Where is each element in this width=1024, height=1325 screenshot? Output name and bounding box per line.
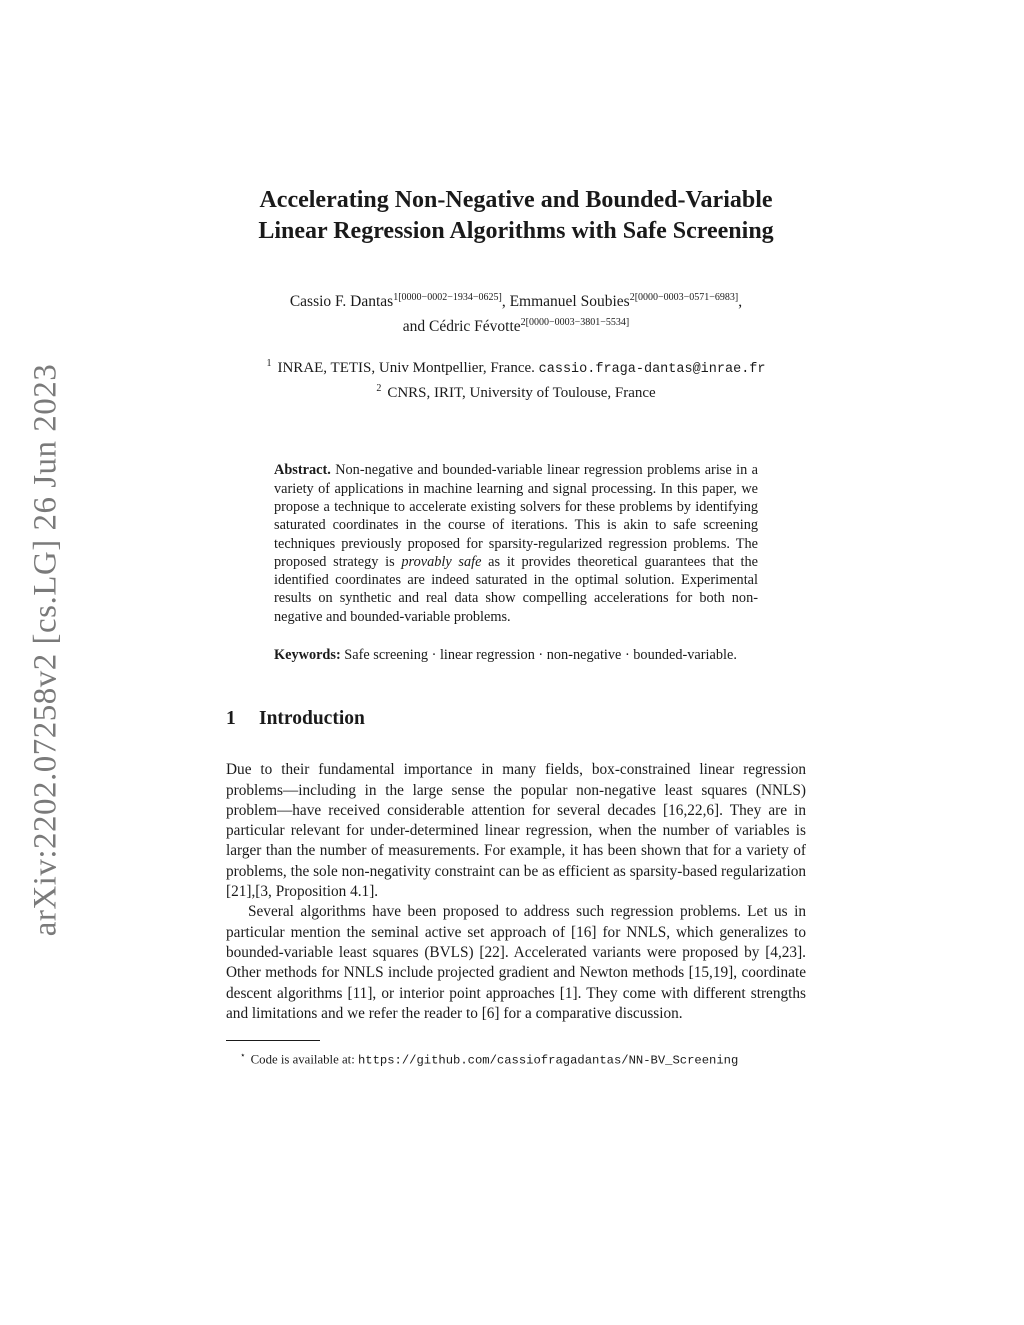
author-list xyxy=(226,287,806,337)
abstract-paragraph xyxy=(274,461,758,626)
keywords-label: Keywords: xyxy=(274,646,341,663)
affiliations xyxy=(226,354,806,403)
title-line-2: Linear Regression Algorithms with Safe Screening xyxy=(258,218,774,244)
affiliation-text: INRAE, TETIS, Univ Montpellier, France. xyxy=(277,360,539,377)
abstract-text: Non-negative and bounded-variable linear regression problems arise in a variety of applications in machine learning and signal processing. In this paper, we propose a technique to accelerate existing solvers for these problems by identifying saturated coordinates in the course of iterations. This is akin to safe screening techniques previously proposed for sparsity-regularized regression problems. The proposed strategy is xyxy=(274,462,758,570)
author-orcid: 2[0000−0003−0571−6983] xyxy=(629,292,739,303)
author-separator: , xyxy=(738,293,743,311)
abstract-label: Abstract. xyxy=(274,462,331,479)
paper-page xyxy=(226,185,806,1068)
abstract-text: as it provides theoretical guarantees that the identified coordinates are indeed saturated in the optimal solution. Experimental results on synthetic and real data show compelling accelerations for both non-negative and bounded-variable problems. xyxy=(274,553,758,625)
section-number: 1 xyxy=(226,708,236,730)
paper-title xyxy=(226,185,806,247)
author-name: Cédric Févotte xyxy=(428,318,521,336)
body-paragraph: Due to their fundamental importance in many fields, box-constrained linear regression problems—including in the large sense the popular non-negative least squares (NNLS) problem—have received considerable attention for several decades [16,22,6]. They are in particular relevant for under-determined linear regression, when the number of variables is larger than the number of measurements. For example, it has been shown that for a variety of problems, the sole non-negativity constraint can be as efficient as sparsity-based regularization [21],[3, Proposition 4.1]. xyxy=(226,761,806,901)
abstract-emphasis: provably safe xyxy=(401,553,482,570)
affiliation-number: 1 xyxy=(266,358,272,370)
code-link[interactable]: https://github.com/cassiofragadantas/NN-BV_Screening xyxy=(357,1053,739,1068)
section-heading xyxy=(226,708,806,730)
footnote xyxy=(226,1047,806,1068)
author-line-2 xyxy=(226,312,806,337)
abstract xyxy=(274,461,758,664)
keywords xyxy=(274,646,758,664)
affiliation-text: CNRS, IRIT, University of Toulouse, France xyxy=(387,385,656,402)
arxiv-sidebar xyxy=(26,360,66,940)
footnote-rule xyxy=(226,1040,320,1041)
author-conjunction: and xyxy=(402,318,429,336)
author-orcid: 1[0000−0002−1934−0625] xyxy=(393,292,502,303)
author-name: Cassio F. Dantas xyxy=(289,293,394,311)
title-line-1: Accelerating Non-Negative and Bounded-Variable xyxy=(259,187,773,213)
body-paragraph: Several algorithms have been proposed to address such regression problems. Let us in particular mention the seminal active set approach of [16] for NNLS, which generalizes to bounded-variable least squares (BVLS) [22]. Accelerated variants were proposed by [4,23]. Other methods for NNLS include projected gradient and Newton methods [15,19], coordinate descent algorithms [11], or interior point approaches [1]. They come with different strengths and limitations and we refer the reader to [6] for a comparative discussion. xyxy=(226,903,806,1022)
author-name: Emmanuel Soubies xyxy=(509,293,630,311)
author-email: cassio.fraga-dantas@inrae.fr xyxy=(538,362,766,378)
affiliation-number: 2 xyxy=(376,383,382,395)
author-line-1 xyxy=(226,287,806,312)
arxiv-identifier: arXiv:2202.07258v2 [cs.LG] 26 Jun 2023 xyxy=(27,363,64,937)
keywords-text: Safe screening · linear regression · non-negative · bounded-variable. xyxy=(340,646,737,663)
author-separator: , xyxy=(501,293,510,311)
affiliation-1 xyxy=(226,354,806,379)
section-title: Introduction xyxy=(259,708,365,730)
affiliation-2 xyxy=(226,379,806,403)
author-orcid: 2[0000−0003−3801−5534] xyxy=(520,317,630,329)
footnote-mark: ⋆ xyxy=(240,1050,246,1061)
footnote-text: Code is available at: xyxy=(250,1052,358,1067)
section-body xyxy=(226,760,806,1024)
